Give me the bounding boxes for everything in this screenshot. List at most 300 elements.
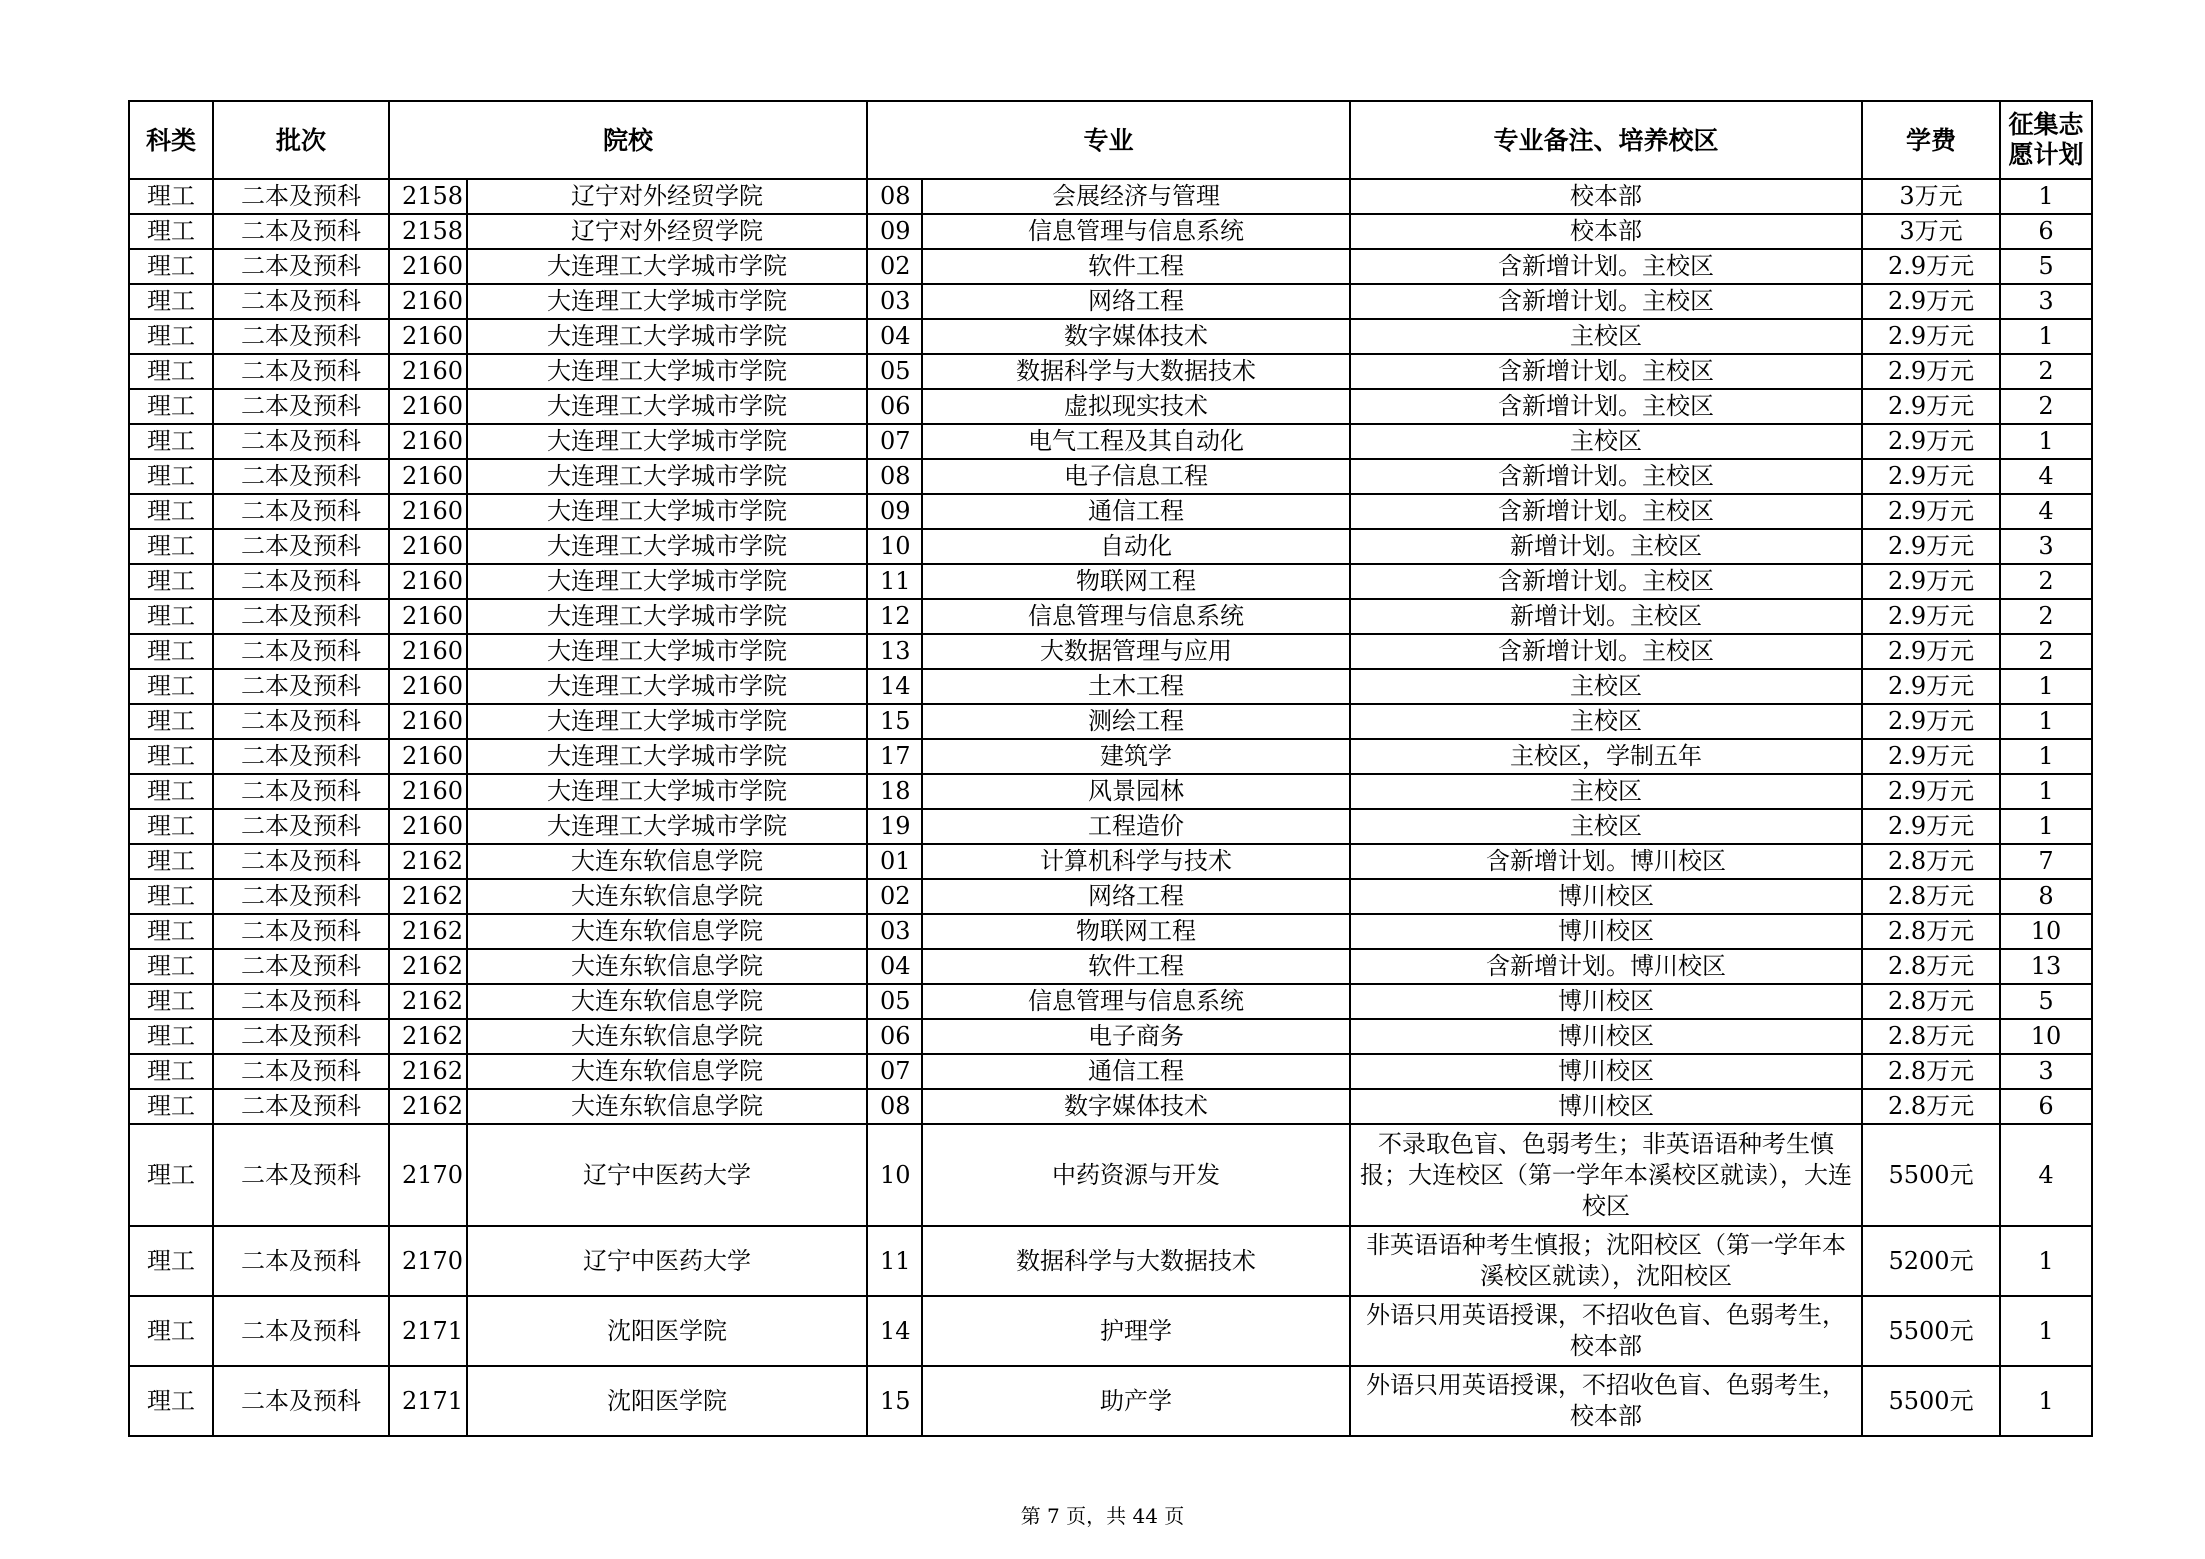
- cell-school-code: 2170: [389, 1124, 467, 1226]
- cell-fee: 2.8万元: [1862, 1054, 2000, 1089]
- header-category: 科类: [129, 101, 213, 179]
- cell-batch: 二本及预科: [213, 214, 389, 249]
- cell-batch: 二本及预科: [213, 1054, 389, 1089]
- cell-plan: 2: [2000, 354, 2092, 389]
- header-major: 专业: [867, 101, 1350, 179]
- cell-plan: 5: [2000, 984, 2092, 1019]
- table-row: [129, 1124, 2092, 1226]
- cell-fee: 2.8万元: [1862, 1089, 2000, 1124]
- cell-fee: 2.9万元: [1862, 704, 2000, 739]
- cell-note: 主校区: [1350, 774, 1862, 809]
- cell-major: 网络工程: [922, 879, 1350, 914]
- cell-major: 测绘工程: [922, 704, 1350, 739]
- cell-major-code: 11: [867, 564, 922, 599]
- cell-major: 电气工程及其自动化: [922, 424, 1350, 459]
- cell-major-code: 08: [867, 1089, 922, 1124]
- cell-plan: 1: [2000, 1226, 2092, 1296]
- cell-fee: 2.9万元: [1862, 634, 2000, 669]
- admission-plan-table-container: [128, 100, 2091, 1437]
- cell-school: 大连东软信息学院: [467, 984, 867, 1019]
- cell-batch: 二本及预科: [213, 459, 389, 494]
- cell-batch: 二本及预科: [213, 1019, 389, 1054]
- cell-category: 理工: [129, 354, 213, 389]
- cell-category: 理工: [129, 914, 213, 949]
- cell-major: 土木工程: [922, 669, 1350, 704]
- table-row: [129, 669, 2092, 704]
- cell-note: 主校区: [1350, 424, 1862, 459]
- table-header-row: [129, 101, 2092, 179]
- table-row: [129, 1296, 2092, 1366]
- cell-school: 大连东软信息学院: [467, 1089, 867, 1124]
- cell-fee: 2.9万元: [1862, 564, 2000, 599]
- cell-major: 软件工程: [922, 249, 1350, 284]
- cell-major-code: 17: [867, 739, 922, 774]
- cell-note: 主校区: [1350, 319, 1862, 354]
- cell-school: 大连理工大学城市学院: [467, 319, 867, 354]
- cell-fee: 2.9万元: [1862, 494, 2000, 529]
- cell-school-code: 2162: [389, 844, 467, 879]
- cell-major-code: 06: [867, 389, 922, 424]
- cell-category: 理工: [129, 1054, 213, 1089]
- cell-major-code: 03: [867, 284, 922, 319]
- cell-plan: 1: [2000, 179, 2092, 214]
- cell-school: 大连东软信息学院: [467, 949, 867, 984]
- cell-school: 大连理工大学城市学院: [467, 809, 867, 844]
- cell-note: 含新增计划。博川校区: [1350, 949, 1862, 984]
- cell-batch: 二本及预科: [213, 669, 389, 704]
- cell-batch: 二本及预科: [213, 389, 389, 424]
- table-row: [129, 949, 2092, 984]
- cell-school-code: 2160: [389, 389, 467, 424]
- cell-plan: 1: [2000, 319, 2092, 354]
- cell-batch: 二本及预科: [213, 179, 389, 214]
- cell-major: 通信工程: [922, 494, 1350, 529]
- cell-school: 大连理工大学城市学院: [467, 634, 867, 669]
- cell-note: 含新增计划。主校区: [1350, 564, 1862, 599]
- cell-plan: 4: [2000, 1124, 2092, 1226]
- cell-batch: 二本及预科: [213, 249, 389, 284]
- cell-school-code: 2160: [389, 774, 467, 809]
- cell-major: 大数据管理与应用: [922, 634, 1350, 669]
- cell-plan: 1: [2000, 1366, 2092, 1436]
- table-row: [129, 599, 2092, 634]
- table-row: [129, 529, 2092, 564]
- cell-major-code: 11: [867, 1226, 922, 1296]
- table-row: [129, 914, 2092, 949]
- cell-plan: 1: [2000, 669, 2092, 704]
- table-row: [129, 179, 2092, 214]
- cell-school-code: 2162: [389, 949, 467, 984]
- cell-category: 理工: [129, 1366, 213, 1436]
- cell-note: 含新增计划。主校区: [1350, 459, 1862, 494]
- cell-note: 主校区: [1350, 669, 1862, 704]
- cell-plan: 6: [2000, 1089, 2092, 1124]
- cell-major-code: 02: [867, 249, 922, 284]
- cell-plan: 10: [2000, 914, 2092, 949]
- cell-major: 电子信息工程: [922, 459, 1350, 494]
- cell-school: 大连理工大学城市学院: [467, 389, 867, 424]
- cell-major-code: 06: [867, 1019, 922, 1054]
- cell-major-code: 15: [867, 1366, 922, 1436]
- cell-major: 电子商务: [922, 1019, 1350, 1054]
- table-row: [129, 284, 2092, 319]
- cell-batch: 二本及预科: [213, 1226, 389, 1296]
- cell-note: 不录取色盲、色弱考生；非英语语种考生慎报；大连校区（第一学年本溪校区就读），大连校区: [1350, 1124, 1862, 1226]
- cell-plan: 1: [2000, 809, 2092, 844]
- cell-major-code: 07: [867, 424, 922, 459]
- cell-major: 虚拟现实技术: [922, 389, 1350, 424]
- cell-category: 理工: [129, 704, 213, 739]
- cell-batch: 二本及预科: [213, 494, 389, 529]
- cell-school-code: 2160: [389, 319, 467, 354]
- cell-school: 大连理工大学城市学院: [467, 739, 867, 774]
- cell-major: 数据科学与大数据技术: [922, 354, 1350, 389]
- cell-note: 博川校区: [1350, 1089, 1862, 1124]
- table-row: [129, 809, 2092, 844]
- table-row: [129, 424, 2092, 459]
- cell-fee: 2.9万元: [1862, 354, 2000, 389]
- table-row: [129, 634, 2092, 669]
- cell-fee: 2.9万元: [1862, 389, 2000, 424]
- cell-school-code: 2171: [389, 1366, 467, 1436]
- cell-major: 工程造价: [922, 809, 1350, 844]
- cell-category: 理工: [129, 214, 213, 249]
- cell-batch: 二本及预科: [213, 1124, 389, 1226]
- cell-category: 理工: [129, 494, 213, 529]
- cell-major-code: 12: [867, 599, 922, 634]
- cell-plan: 1: [2000, 739, 2092, 774]
- cell-major-code: 02: [867, 879, 922, 914]
- header-fee: 学费: [1862, 101, 2000, 179]
- cell-note: 含新增计划。主校区: [1350, 284, 1862, 319]
- cell-note: 含新增计划。主校区: [1350, 389, 1862, 424]
- cell-batch: 二本及预科: [213, 879, 389, 914]
- cell-school: 大连东软信息学院: [467, 1054, 867, 1089]
- cell-note: 主校区，学制五年: [1350, 739, 1862, 774]
- cell-school-code: 2171: [389, 1296, 467, 1366]
- cell-category: 理工: [129, 1226, 213, 1296]
- cell-school: 大连东软信息学院: [467, 914, 867, 949]
- cell-major: 通信工程: [922, 1054, 1350, 1089]
- cell-plan: 10: [2000, 1019, 2092, 1054]
- cell-category: 理工: [129, 1124, 213, 1226]
- cell-school-code: 2160: [389, 634, 467, 669]
- cell-batch: 二本及预科: [213, 844, 389, 879]
- cell-school-code: 2160: [389, 284, 467, 319]
- cell-batch: 二本及预科: [213, 564, 389, 599]
- cell-school: 大连理工大学城市学院: [467, 424, 867, 459]
- cell-school: 大连理工大学城市学院: [467, 669, 867, 704]
- cell-major: 会展经济与管理: [922, 179, 1350, 214]
- table-row: [129, 704, 2092, 739]
- cell-school: 大连理工大学城市学院: [467, 494, 867, 529]
- cell-school-code: 2160: [389, 809, 467, 844]
- cell-school-code: 2162: [389, 879, 467, 914]
- cell-batch: 二本及预科: [213, 634, 389, 669]
- cell-major-code: 14: [867, 1296, 922, 1366]
- cell-major-code: 03: [867, 914, 922, 949]
- header-batch: 批次: [213, 101, 389, 179]
- cell-fee: 2.9万元: [1862, 599, 2000, 634]
- cell-school-code: 2160: [389, 564, 467, 599]
- cell-major: 信息管理与信息系统: [922, 214, 1350, 249]
- cell-plan: 7: [2000, 844, 2092, 879]
- cell-major: 信息管理与信息系统: [922, 984, 1350, 1019]
- cell-note: 含新增计划。主校区: [1350, 494, 1862, 529]
- cell-major-code: 05: [867, 984, 922, 1019]
- cell-category: 理工: [129, 564, 213, 599]
- cell-plan: 4: [2000, 494, 2092, 529]
- cell-note: 非英语语种考生慎报；沈阳校区（第一学年本溪校区就读），沈阳校区: [1350, 1226, 1862, 1296]
- table-row: [129, 494, 2092, 529]
- cell-major-code: 18: [867, 774, 922, 809]
- cell-batch: 二本及预科: [213, 984, 389, 1019]
- header-plan: 征集志愿计划: [2000, 101, 2092, 179]
- admission-plan-table: [128, 100, 2093, 1437]
- cell-category: 理工: [129, 179, 213, 214]
- table-row: [129, 459, 2092, 494]
- cell-school: 大连理工大学城市学院: [467, 459, 867, 494]
- cell-school-code: 2160: [389, 494, 467, 529]
- cell-category: 理工: [129, 249, 213, 284]
- cell-school-code: 2160: [389, 249, 467, 284]
- cell-note: 校本部: [1350, 179, 1862, 214]
- cell-batch: 二本及预科: [213, 354, 389, 389]
- cell-major: 数字媒体技术: [922, 319, 1350, 354]
- cell-school-code: 2158: [389, 179, 467, 214]
- cell-major: 计算机科学与技术: [922, 844, 1350, 879]
- cell-batch: 二本及预科: [213, 914, 389, 949]
- cell-category: 理工: [129, 984, 213, 1019]
- cell-note: 博川校区: [1350, 1054, 1862, 1089]
- cell-note: 含新增计划。博川校区: [1350, 844, 1862, 879]
- cell-fee: 2.9万元: [1862, 424, 2000, 459]
- cell-major-code: 08: [867, 459, 922, 494]
- cell-school-code: 2160: [389, 459, 467, 494]
- table-row: [129, 319, 2092, 354]
- cell-fee: 2.8万元: [1862, 1019, 2000, 1054]
- cell-batch: 二本及预科: [213, 774, 389, 809]
- cell-batch: 二本及预科: [213, 319, 389, 354]
- cell-category: 理工: [129, 459, 213, 494]
- cell-plan: 1: [2000, 424, 2092, 459]
- cell-school: 辽宁对外经贸学院: [467, 179, 867, 214]
- table-row: [129, 389, 2092, 424]
- table-body: [129, 179, 2092, 1436]
- table-row: [129, 249, 2092, 284]
- cell-school: 大连理工大学城市学院: [467, 599, 867, 634]
- cell-school: 大连理工大学城市学院: [467, 284, 867, 319]
- cell-category: 理工: [129, 809, 213, 844]
- cell-note: 博川校区: [1350, 1019, 1862, 1054]
- cell-plan: 3: [2000, 284, 2092, 319]
- cell-category: 理工: [129, 634, 213, 669]
- cell-major: 数字媒体技术: [922, 1089, 1350, 1124]
- cell-fee: 2.8万元: [1862, 949, 2000, 984]
- table-row: [129, 1019, 2092, 1054]
- cell-note: 校本部: [1350, 214, 1862, 249]
- cell-batch: 二本及预科: [213, 529, 389, 564]
- cell-category: 理工: [129, 774, 213, 809]
- cell-school: 辽宁中医药大学: [467, 1226, 867, 1296]
- cell-fee: 5200元: [1862, 1226, 2000, 1296]
- cell-major-code: 04: [867, 319, 922, 354]
- cell-plan: 1: [2000, 774, 2092, 809]
- cell-school-code: 2162: [389, 1089, 467, 1124]
- cell-major: 助产学: [922, 1366, 1350, 1436]
- cell-plan: 4: [2000, 459, 2092, 494]
- cell-major-code: 07: [867, 1054, 922, 1089]
- cell-category: 理工: [129, 389, 213, 424]
- cell-major-code: 09: [867, 214, 922, 249]
- cell-category: 理工: [129, 284, 213, 319]
- table-row: [129, 1054, 2092, 1089]
- cell-fee: 2.9万元: [1862, 809, 2000, 844]
- cell-note: 博川校区: [1350, 914, 1862, 949]
- cell-school-code: 2162: [389, 1054, 467, 1089]
- cell-fee: 2.9万元: [1862, 284, 2000, 319]
- cell-school: 大连理工大学城市学院: [467, 774, 867, 809]
- cell-plan: 2: [2000, 634, 2092, 669]
- cell-fee: 2.8万元: [1862, 914, 2000, 949]
- cell-fee: 2.8万元: [1862, 879, 2000, 914]
- cell-major-code: 01: [867, 844, 922, 879]
- cell-fee: 2.8万元: [1862, 984, 2000, 1019]
- cell-batch: 二本及预科: [213, 284, 389, 319]
- cell-category: 理工: [129, 1019, 213, 1054]
- cell-fee: 5500元: [1862, 1124, 2000, 1226]
- cell-major: 风景园林: [922, 774, 1350, 809]
- table-row: [129, 984, 2092, 1019]
- cell-plan: 13: [2000, 949, 2092, 984]
- cell-major-code: 19: [867, 809, 922, 844]
- cell-major: 数据科学与大数据技术: [922, 1226, 1350, 1296]
- cell-major-code: 05: [867, 354, 922, 389]
- cell-school-code: 2162: [389, 914, 467, 949]
- cell-batch: 二本及预科: [213, 1366, 389, 1436]
- cell-school-code: 2162: [389, 984, 467, 1019]
- cell-note: 主校区: [1350, 809, 1862, 844]
- cell-school-code: 2170: [389, 1226, 467, 1296]
- cell-school-code: 2160: [389, 704, 467, 739]
- cell-major: 物联网工程: [922, 564, 1350, 599]
- cell-note: 外语只用英语授课，不招收色盲、色弱考生，校本部: [1350, 1296, 1862, 1366]
- cell-school-code: 2160: [389, 354, 467, 389]
- cell-batch: 二本及预科: [213, 599, 389, 634]
- cell-school-code: 2160: [389, 599, 467, 634]
- cell-major: 建筑学: [922, 739, 1350, 774]
- cell-major: 物联网工程: [922, 914, 1350, 949]
- cell-major-code: 08: [867, 179, 922, 214]
- table-row: [129, 879, 2092, 914]
- cell-batch: 二本及预科: [213, 1296, 389, 1366]
- cell-batch: 二本及预科: [213, 1089, 389, 1124]
- cell-school: 辽宁中医药大学: [467, 1124, 867, 1226]
- cell-fee: 2.9万元: [1862, 319, 2000, 354]
- cell-batch: 二本及预科: [213, 424, 389, 459]
- cell-plan: 3: [2000, 529, 2092, 564]
- cell-fee: 5500元: [1862, 1296, 2000, 1366]
- cell-school: 大连东软信息学院: [467, 844, 867, 879]
- cell-fee: 5500元: [1862, 1366, 2000, 1436]
- cell-fee: 3万元: [1862, 214, 2000, 249]
- cell-school: 沈阳医学院: [467, 1296, 867, 1366]
- header-school: 院校: [389, 101, 867, 179]
- cell-school: 沈阳医学院: [467, 1366, 867, 1436]
- table-row: [129, 844, 2092, 879]
- cell-category: 理工: [129, 879, 213, 914]
- cell-plan: 1: [2000, 704, 2092, 739]
- cell-major: 网络工程: [922, 284, 1350, 319]
- cell-major-code: 14: [867, 669, 922, 704]
- cell-school: 大连理工大学城市学院: [467, 704, 867, 739]
- cell-batch: 二本及预科: [213, 704, 389, 739]
- cell-category: 理工: [129, 1089, 213, 1124]
- cell-category: 理工: [129, 529, 213, 564]
- table-row: [129, 354, 2092, 389]
- cell-major: 自动化: [922, 529, 1350, 564]
- cell-fee: 2.9万元: [1862, 774, 2000, 809]
- cell-school: 辽宁对外经贸学院: [467, 214, 867, 249]
- cell-plan: 3: [2000, 1054, 2092, 1089]
- cell-school-code: 2160: [389, 424, 467, 459]
- cell-batch: 二本及预科: [213, 949, 389, 984]
- cell-plan: 2: [2000, 599, 2092, 634]
- cell-school: 大连东软信息学院: [467, 1019, 867, 1054]
- cell-fee: 2.9万元: [1862, 669, 2000, 704]
- table-row: [129, 214, 2092, 249]
- table-row: [129, 1089, 2092, 1124]
- cell-note: 新增计划。主校区: [1350, 599, 1862, 634]
- cell-school: 大连东软信息学院: [467, 879, 867, 914]
- cell-category: 理工: [129, 319, 213, 354]
- header-note: 专业备注、培养校区: [1350, 101, 1862, 179]
- cell-major: 护理学: [922, 1296, 1350, 1366]
- cell-school: 大连理工大学城市学院: [467, 529, 867, 564]
- table-row: [129, 739, 2092, 774]
- cell-batch: 二本及预科: [213, 809, 389, 844]
- cell-major-code: 04: [867, 949, 922, 984]
- table-row: [129, 774, 2092, 809]
- table-row: [129, 564, 2092, 599]
- cell-category: 理工: [129, 599, 213, 634]
- cell-note: 外语只用英语授课，不招收色盲、色弱考生，校本部: [1350, 1366, 1862, 1436]
- cell-plan: 2: [2000, 389, 2092, 424]
- cell-school: 大连理工大学城市学院: [467, 354, 867, 389]
- cell-school: 大连理工大学城市学院: [467, 564, 867, 599]
- cell-major-code: 15: [867, 704, 922, 739]
- cell-fee: 3万元: [1862, 179, 2000, 214]
- cell-note: 博川校区: [1350, 879, 1862, 914]
- cell-fee: 2.9万元: [1862, 249, 2000, 284]
- cell-note: 含新增计划。主校区: [1350, 354, 1862, 389]
- cell-fee: 2.9万元: [1862, 739, 2000, 774]
- cell-plan: 6: [2000, 214, 2092, 249]
- cell-school-code: 2160: [389, 739, 467, 774]
- cell-note: 新增计划。主校区: [1350, 529, 1862, 564]
- cell-fee: 2.9万元: [1862, 529, 2000, 564]
- cell-plan: 5: [2000, 249, 2092, 284]
- cell-category: 理工: [129, 424, 213, 459]
- cell-major: 软件工程: [922, 949, 1350, 984]
- cell-major-code: 13: [867, 634, 922, 669]
- table-row: [129, 1226, 2092, 1296]
- cell-plan: 8: [2000, 879, 2092, 914]
- cell-major-code: 10: [867, 1124, 922, 1226]
- cell-note: 主校区: [1350, 704, 1862, 739]
- page-footer: 第 7 页，共 44 页: [1020, 1504, 1185, 1528]
- cell-note: 含新增计划。主校区: [1350, 249, 1862, 284]
